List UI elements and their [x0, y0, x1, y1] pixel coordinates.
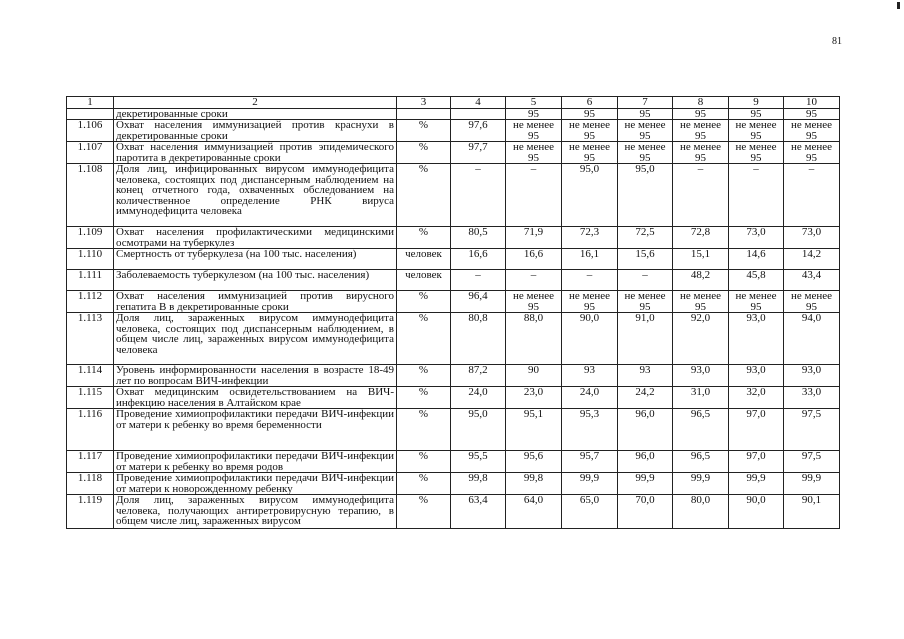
target-value-cell: 24,2 [618, 387, 673, 409]
indicator-id: 1.111 [67, 270, 114, 291]
indicator-id: 1.107 [67, 142, 114, 164]
base-value-cell [451, 108, 506, 120]
base-value-cell: 95,0 [451, 409, 506, 451]
indicator-id: 1.108 [67, 164, 114, 227]
column-number: 9 [729, 97, 784, 109]
base-value-cell: 24,0 [451, 387, 506, 409]
indicators-table [66, 96, 840, 529]
column-number: 4 [451, 97, 506, 109]
target-value-cell: 95 [784, 108, 840, 120]
table-row [67, 270, 840, 291]
indicator-id: 1.113 [67, 313, 114, 365]
indicator-name: Проведение химиопрофилактики передачи ВИЧ-инфекции от матери к новорожденному ребенку [114, 473, 397, 495]
indicator-name: Доля лиц, зараженных вирусом иммунодефицита человека, состоящих под диспансерным наблюдением, в общем числе лиц, зараженных вирусом иммунодефицита человека [114, 313, 397, 365]
table-row [67, 313, 840, 365]
target-value-cell: 43,4 [784, 270, 840, 291]
target-value-cell: 73,0 [784, 227, 840, 249]
target-value-cell: 95,0 [618, 164, 673, 227]
target-value-cell: 90,0 [562, 313, 618, 365]
target-value-cell: не менее 95 [673, 142, 729, 164]
target-value-cell: 73,0 [729, 227, 784, 249]
unit-cell: % [397, 142, 451, 164]
target-value-cell: – [673, 164, 729, 227]
indicator-id: 1.112 [67, 291, 114, 313]
base-value-cell: 63,4 [451, 495, 506, 529]
indicator-id: 1.115 [67, 387, 114, 409]
column-number: 7 [618, 97, 673, 109]
target-value-cell: 96,5 [673, 409, 729, 451]
target-value-cell: 80,0 [673, 495, 729, 529]
target-value-cell: 96,0 [618, 451, 673, 473]
target-value-cell: 99,8 [506, 473, 562, 495]
target-value-cell: 15,6 [618, 249, 673, 270]
target-value-cell: не менее 95 [506, 291, 562, 313]
target-value-cell: 95,6 [506, 451, 562, 473]
indicator-id: 1.118 [67, 473, 114, 495]
page-edge-mark [897, 2, 900, 9]
target-value-cell: 93,0 [729, 365, 784, 387]
base-value-cell: 99,8 [451, 473, 506, 495]
indicator-name: Охват населения профилактическими медицинскими осмотрами на туберкулез [114, 227, 397, 249]
column-number: 8 [673, 97, 729, 109]
target-value-cell: 92,0 [673, 313, 729, 365]
target-value-cell: не менее 95 [618, 120, 673, 142]
target-value-cell: 24,0 [562, 387, 618, 409]
table-row [67, 365, 840, 387]
target-value-cell: – [506, 164, 562, 227]
target-value-cell: 32,0 [729, 387, 784, 409]
target-value-cell: 64,0 [506, 495, 562, 529]
indicator-name: Охват населения иммунизацией против эпидемического паротита в декретированные сроки [114, 142, 397, 164]
indicator-id: 1.114 [67, 365, 114, 387]
target-value-cell: 94,0 [784, 313, 840, 365]
target-value-cell: 97,5 [784, 451, 840, 473]
column-number-row [67, 97, 840, 109]
indicator-name: декретированные сроки [114, 108, 397, 120]
base-value-cell: 97,7 [451, 142, 506, 164]
target-value-cell: не менее 95 [506, 120, 562, 142]
target-value-cell: не менее 95 [729, 142, 784, 164]
indicator-name: Проведение химиопрофилактики передачи ВИЧ-инфекции от матери к ребенку во время беременности [114, 409, 397, 451]
target-value-cell: 48,2 [673, 270, 729, 291]
target-value-cell: 95 [673, 108, 729, 120]
target-value-cell: 14,6 [729, 249, 784, 270]
unit-cell: человек [397, 270, 451, 291]
target-value-cell: 95 [506, 108, 562, 120]
column-number: 2 [114, 97, 397, 109]
target-value-cell: – [729, 164, 784, 227]
target-value-cell: 93 [618, 365, 673, 387]
target-value-cell: 95,3 [562, 409, 618, 451]
unit-cell: % [397, 291, 451, 313]
base-value-cell: 97,6 [451, 120, 506, 142]
target-value-cell: не менее 95 [618, 291, 673, 313]
target-value-cell: 97,0 [729, 451, 784, 473]
table-row [67, 227, 840, 249]
indicator-name: Охват медицинским освидетельствованием на ВИЧ-инфекцию населения в Алтайском крае [114, 387, 397, 409]
target-value-cell: 31,0 [673, 387, 729, 409]
target-value-cell: – [562, 270, 618, 291]
target-value-cell: 95 [562, 108, 618, 120]
indicator-id: 1.119 [67, 495, 114, 529]
base-value-cell: 96,4 [451, 291, 506, 313]
base-value-cell: – [451, 164, 506, 227]
unit-cell: % [397, 227, 451, 249]
target-value-cell: не менее 95 [562, 291, 618, 313]
base-value-cell: 80,5 [451, 227, 506, 249]
target-value-cell: 14,2 [784, 249, 840, 270]
target-value-cell: – [618, 270, 673, 291]
target-value-cell: 95,7 [562, 451, 618, 473]
target-value-cell: не менее 95 [784, 142, 840, 164]
indicator-name: Охват населения иммунизацией против краснухи в декретированные сроки [114, 120, 397, 142]
target-value-cell: 72,5 [618, 227, 673, 249]
target-value-cell: 95 [729, 108, 784, 120]
indicator-name: Уровень информированности населения в возрасте 18-49 лет по вопросам ВИЧ-инфекции [114, 365, 397, 387]
table-row [67, 108, 840, 120]
table-row [67, 291, 840, 313]
target-value-cell: 93 [562, 365, 618, 387]
target-value-cell: 91,0 [618, 313, 673, 365]
base-value-cell: 87,2 [451, 365, 506, 387]
table-row [67, 387, 840, 409]
target-value-cell: 99,9 [673, 473, 729, 495]
target-value-cell: 16,6 [506, 249, 562, 270]
base-value-cell: 80,8 [451, 313, 506, 365]
target-value-cell: не менее 95 [784, 120, 840, 142]
base-value-cell: 95,5 [451, 451, 506, 473]
target-value-cell: 99,9 [784, 473, 840, 495]
column-number: 1 [67, 97, 114, 109]
unit-cell: % [397, 365, 451, 387]
unit-cell: % [397, 120, 451, 142]
column-number: 6 [562, 97, 618, 109]
target-value-cell: 93,0 [673, 365, 729, 387]
indicator-id: 1.116 [67, 409, 114, 451]
page-number: 81 [832, 36, 842, 47]
target-value-cell: 95,1 [506, 409, 562, 451]
unit-cell: % [397, 409, 451, 451]
target-value-cell: 16,1 [562, 249, 618, 270]
indicator-name: Смертность от туберкулеза (на 100 тыс. населения) [114, 249, 397, 270]
target-value-cell: 97,5 [784, 409, 840, 451]
unit-cell: человек [397, 249, 451, 270]
target-value-cell: – [784, 164, 840, 227]
target-value-cell: 72,8 [673, 227, 729, 249]
target-value-cell: не менее 95 [729, 120, 784, 142]
indicator-name: Доля лиц, зараженных вирусом иммунодефицита человека, получающих антиретровирусную терапию, в общем числе лиц, зараженных вирусом [114, 495, 397, 529]
target-value-cell: не менее 95 [673, 120, 729, 142]
table-row [67, 249, 840, 270]
indicator-id: 1.109 [67, 227, 114, 249]
target-value-cell: 88,0 [506, 313, 562, 365]
target-value-cell: не менее 95 [562, 142, 618, 164]
indicator-id: 1.110 [67, 249, 114, 270]
table-row [67, 142, 840, 164]
target-value-cell: 90,0 [729, 495, 784, 529]
target-value-cell: не менее 95 [673, 291, 729, 313]
unit-cell: % [397, 473, 451, 495]
target-value-cell: – [506, 270, 562, 291]
target-value-cell: 93,0 [729, 313, 784, 365]
target-value-cell: 45,8 [729, 270, 784, 291]
target-value-cell: не менее 95 [784, 291, 840, 313]
indicator-name: Проведение химиопрофилактики передачи ВИЧ-инфекции от матери к ребенку во время родов [114, 451, 397, 473]
target-value-cell: не менее 95 [562, 120, 618, 142]
target-value-cell: 33,0 [784, 387, 840, 409]
unit-cell [397, 108, 451, 120]
target-value-cell: 70,0 [618, 495, 673, 529]
unit-cell: % [397, 313, 451, 365]
target-value-cell: 95,0 [562, 164, 618, 227]
indicator-id [67, 108, 114, 120]
target-value-cell: 71,9 [506, 227, 562, 249]
table-row [67, 164, 840, 227]
target-value-cell: 99,9 [729, 473, 784, 495]
column-number: 5 [506, 97, 562, 109]
table-row [67, 409, 840, 451]
column-number: 3 [397, 97, 451, 109]
target-value-cell: 97,0 [729, 409, 784, 451]
table-row [67, 473, 840, 495]
target-value-cell: 93,0 [784, 365, 840, 387]
base-value-cell: 16,6 [451, 249, 506, 270]
target-value-cell: 95 [618, 108, 673, 120]
target-value-cell: не менее 95 [729, 291, 784, 313]
target-value-cell: 72,3 [562, 227, 618, 249]
base-value-cell: – [451, 270, 506, 291]
target-value-cell: 23,0 [506, 387, 562, 409]
column-number: 10 [784, 97, 840, 109]
target-value-cell: 90,1 [784, 495, 840, 529]
table-row [67, 120, 840, 142]
indicator-id: 1.117 [67, 451, 114, 473]
target-value-cell: 96,0 [618, 409, 673, 451]
target-value-cell: не менее 95 [618, 142, 673, 164]
indicator-name: Доля лиц, инфицированных вирусом иммунодефицита человека, состоящих под диспансерным наблюдением на конец отчетного года, охваченных обследованием на количественное определение РНК вируса иммунодефицита человека [114, 164, 397, 227]
table-row [67, 495, 840, 529]
table-row [67, 451, 840, 473]
unit-cell: % [397, 387, 451, 409]
indicator-name: Охват населения иммунизацией против вирусного гепатита В в декретированные сроки [114, 291, 397, 313]
target-value-cell: 15,1 [673, 249, 729, 270]
target-value-cell: 65,0 [562, 495, 618, 529]
target-value-cell: 96,5 [673, 451, 729, 473]
unit-cell: % [397, 495, 451, 529]
indicator-id: 1.106 [67, 120, 114, 142]
indicator-name: Заболеваемость туберкулезом (на 100 тыс. населения) [114, 270, 397, 291]
target-value-cell: 90 [506, 365, 562, 387]
target-value-cell: не менее 95 [506, 142, 562, 164]
unit-cell: % [397, 164, 451, 227]
target-value-cell: 99,9 [618, 473, 673, 495]
target-value-cell: 99,9 [562, 473, 618, 495]
unit-cell: % [397, 451, 451, 473]
